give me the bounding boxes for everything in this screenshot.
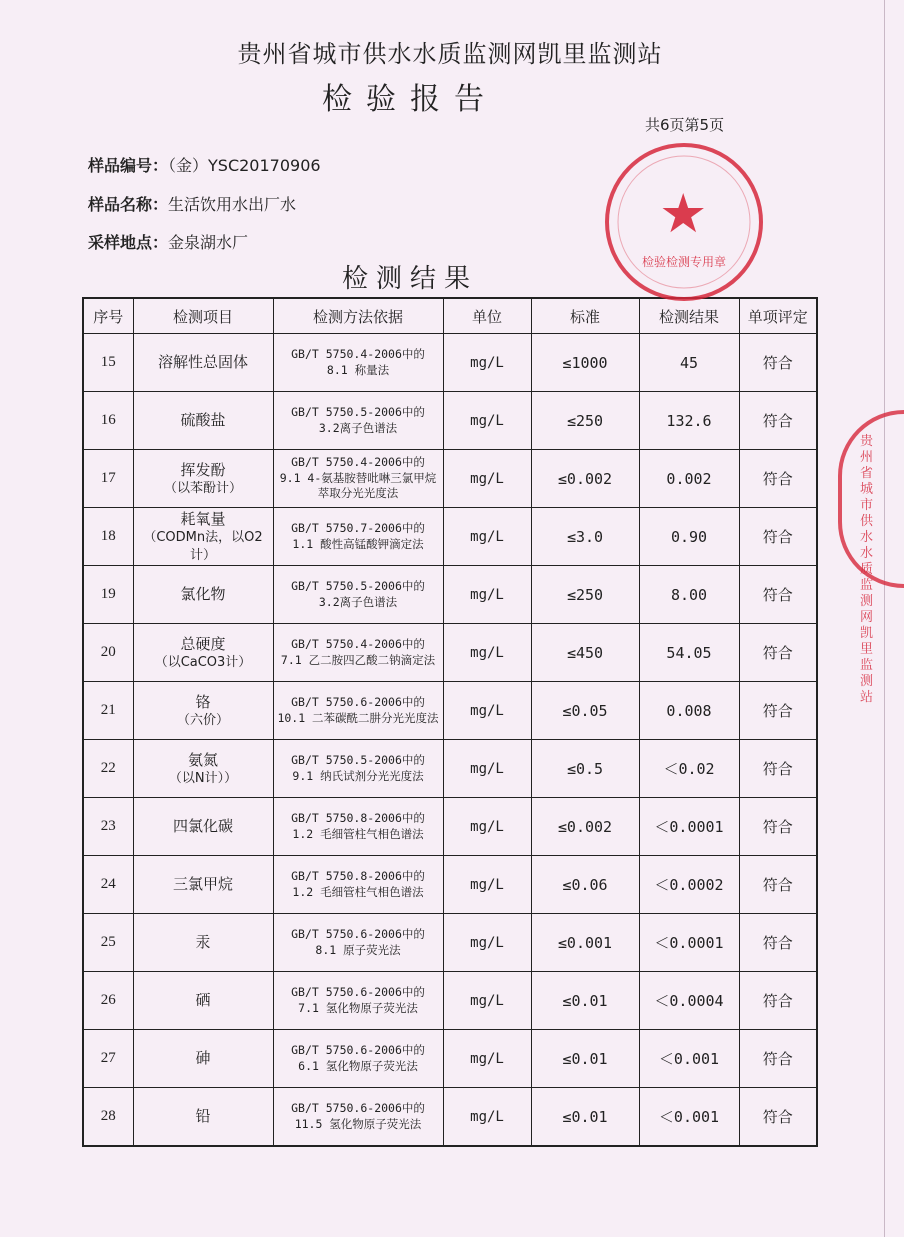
table-row (83, 392, 817, 450)
cell-standard: ≤0.05 (531, 682, 639, 740)
cell-seq: 21 (83, 682, 133, 740)
method-line-2: 1.1 酸性高锰酸钾滴定法 (292, 536, 424, 551)
cell-unit: mg/L (443, 740, 531, 798)
table-row (83, 798, 817, 856)
cell-result: 0.008 (639, 682, 739, 740)
cell-item (133, 624, 273, 682)
cell-item (133, 1088, 273, 1147)
cell-evaluation: 符合 (739, 972, 817, 1030)
header-standard: 标准 (531, 298, 639, 334)
seal-bottom-text: 检验检测专用章 (641, 255, 726, 269)
item-label: 硒 (195, 991, 211, 1010)
item-label: 溶解性总固体 (157, 353, 248, 372)
cell-result: ＜0.001 (639, 1088, 739, 1147)
cell-seq: 17 (83, 450, 133, 508)
cell-result: ＜0.0001 (639, 914, 739, 972)
cell-item (133, 856, 273, 914)
sample-name-value: 生活饮用水出厂水 (168, 195, 297, 214)
method-line-1: GB/T 5750.4-2006中的 (291, 455, 425, 470)
item-sub-label: （以CaCO3计） (154, 654, 252, 670)
item-label: 三氯甲烷 (172, 875, 233, 894)
method-line-1: GB/T 5750.5-2006中的 (291, 404, 425, 419)
cell-method (273, 334, 443, 392)
item-sub-label: （六价） (176, 712, 229, 728)
page-edge (884, 0, 885, 1237)
cell-method (273, 798, 443, 856)
item-label: 汞 (195, 933, 211, 952)
sample-number-value: （金）YSC20170906 (168, 156, 321, 175)
item-label: 氨氮 (187, 750, 218, 769)
cell-unit: mg/L (443, 914, 531, 972)
report-title: 检验报告 (322, 82, 498, 117)
method-line-1: GB/T 5750.6-2006中的 (291, 1042, 425, 1057)
sample-name-row (88, 192, 296, 215)
cell-item (133, 566, 273, 624)
sampling-location-label: 采样地点： (88, 233, 169, 252)
sample-name-label: 样品名称： (88, 195, 169, 214)
cell-method (273, 624, 443, 682)
cell-evaluation: 符合 (739, 682, 817, 740)
method-line-1: GB/T 5750.6-2006中的 (291, 926, 425, 941)
cell-unit: mg/L (443, 392, 531, 450)
method-line-2: 3.2离子色谱法 (318, 420, 398, 435)
method-line-2: 9.1 4-氨基胺替吡啉三氯甲烷萃取分光光度法 (279, 470, 437, 501)
seam-seal (838, 410, 904, 705)
cell-standard: ≤0.5 (531, 740, 639, 798)
method-line-2: 7.1 乙二胺四乙酸二钠滴定法 (280, 652, 436, 667)
item-label: 铬 (195, 692, 211, 711)
cell-evaluation: 符合 (739, 508, 817, 566)
cell-result: 54.05 (639, 624, 739, 682)
method-line-1: GB/T 5750.4-2006中的 (291, 346, 425, 361)
cell-evaluation: 符合 (739, 740, 817, 798)
sample-number-label: 样品编号： (88, 156, 169, 175)
cell-standard: ≤0.002 (531, 798, 639, 856)
header-result: 检测结果 (639, 298, 739, 334)
cell-unit: mg/L (443, 508, 531, 566)
method-line-1: GB/T 5750.5-2006中的 (291, 578, 425, 593)
item-label: 耗氧量 (180, 509, 226, 528)
table-body (83, 334, 817, 1147)
cell-unit: mg/L (443, 1030, 531, 1088)
cell-standard: ≤1000 (531, 334, 639, 392)
item-label: 氯化物 (180, 585, 226, 604)
cell-unit: mg/L (443, 624, 531, 682)
method-line-2: 8.1 原子荧光法 (315, 942, 401, 957)
method-line-1: GB/T 5750.6-2006中的 (291, 1100, 425, 1115)
cell-item (133, 334, 273, 392)
cell-seq: 24 (83, 856, 133, 914)
cell-standard: ≤0.001 (531, 914, 639, 972)
table-row (83, 1030, 817, 1088)
cell-method (273, 1088, 443, 1147)
method-line-2: 8.1 称量法 (326, 362, 390, 377)
cell-standard: ≤0.01 (531, 1088, 639, 1147)
cell-result: ＜0.0002 (639, 856, 739, 914)
cell-unit: mg/L (443, 972, 531, 1030)
cell-seq: 23 (83, 798, 133, 856)
item-label: 总硬度 (180, 634, 226, 653)
item-label: 砷 (195, 1049, 211, 1068)
cell-evaluation: 符合 (739, 1088, 817, 1147)
cell-item (133, 682, 273, 740)
method-line-1: GB/T 5750.8-2006中的 (291, 868, 425, 883)
method-line-1: GB/T 5750.5-2006中的 (291, 752, 425, 767)
cell-method (273, 1030, 443, 1088)
cell-method (273, 972, 443, 1030)
cell-standard: ≤0.01 (531, 1030, 639, 1088)
header-seq: 序号 (83, 298, 133, 334)
cell-standard: ≤3.0 (531, 508, 639, 566)
cell-standard: ≤250 (531, 392, 639, 450)
official-seal (605, 143, 763, 301)
item-sub-label: （以N计）） (168, 770, 238, 786)
cell-method (273, 682, 443, 740)
table-row (83, 682, 817, 740)
cell-item (133, 972, 273, 1030)
cell-unit: mg/L (443, 334, 531, 392)
results-table (82, 297, 818, 1147)
cell-result: 132.6 (639, 392, 739, 450)
item-sub-label: （以苯酚计） (163, 480, 242, 496)
cell-method (273, 450, 443, 508)
cell-seq: 15 (83, 334, 133, 392)
cell-seq: 27 (83, 1030, 133, 1088)
table-row (83, 508, 817, 566)
table-header-row (83, 298, 817, 334)
item-label: 硫酸盐 (180, 411, 226, 430)
cell-evaluation: 符合 (739, 1030, 817, 1088)
cell-standard: ≤0.002 (531, 450, 639, 508)
method-line-2: 7.1 氢化物原子荧光法 (298, 1000, 418, 1015)
cell-result: ＜0.0004 (639, 972, 739, 1030)
item-label: 四氯化碳 (172, 817, 233, 836)
method-line-1: GB/T 5750.8-2006中的 (291, 810, 425, 825)
table-row (83, 334, 817, 392)
cell-seq: 26 (83, 972, 133, 1030)
star-icon: ★ (659, 182, 708, 245)
cell-evaluation: 符合 (739, 334, 817, 392)
table-row (83, 972, 817, 1030)
header-item: 检测项目 (133, 298, 273, 334)
cell-item (133, 508, 273, 566)
cell-result: 0.002 (639, 450, 739, 508)
cell-unit: mg/L (443, 450, 531, 508)
cell-evaluation: 符合 (739, 566, 817, 624)
cell-item (133, 392, 273, 450)
cell-standard: ≤0.06 (531, 856, 639, 914)
method-line-2: 3.2离子色谱法 (318, 594, 398, 609)
cell-method (273, 740, 443, 798)
cell-result: 0.90 (639, 508, 739, 566)
item-label: 铅 (195, 1107, 211, 1126)
cell-unit: mg/L (443, 798, 531, 856)
table-row (83, 624, 817, 682)
cell-unit: mg/L (443, 856, 531, 914)
cell-unit: mg/L (443, 1088, 531, 1147)
sampling-location-value: 金泉湖水厂 (168, 233, 249, 252)
method-line-2: 11.5 氢化物原子荧光法 (294, 1116, 422, 1131)
method-line-2: 1.2 毛细管柱气相色谱法 (292, 826, 424, 841)
method-line-2: 1.2 毛细管柱气相色谱法 (292, 884, 424, 899)
cell-unit: mg/L (443, 566, 531, 624)
cell-unit: mg/L (443, 682, 531, 740)
cell-standard: ≤450 (531, 624, 639, 682)
organization-title: 贵州省城市供水水质监测网凯里监测站 (237, 40, 663, 68)
cell-method (273, 914, 443, 972)
cell-result: 8.00 (639, 566, 739, 624)
cell-item (133, 450, 273, 508)
cell-method (273, 508, 443, 566)
header-method: 检测方法依据 (273, 298, 443, 334)
cell-seq: 18 (83, 508, 133, 566)
cell-item (133, 798, 273, 856)
table-row (83, 1088, 817, 1147)
item-label: 挥发酚 (180, 460, 226, 479)
seam-seal-text: 贵州省城市供水水质监测网凯里监测站 (860, 434, 874, 705)
cell-seq: 19 (83, 566, 133, 624)
method-line-2: 10.1 二苯碳酰二肼分光光度法 (277, 710, 439, 725)
table-row (83, 450, 817, 508)
cell-method (273, 392, 443, 450)
cell-method (273, 566, 443, 624)
table-row (83, 856, 817, 914)
cell-item (133, 740, 273, 798)
cell-result: ＜0.001 (639, 1030, 739, 1088)
cell-seq: 16 (83, 392, 133, 450)
cell-item (133, 1030, 273, 1088)
sampling-location-row (88, 230, 248, 253)
cell-item (133, 914, 273, 972)
method-line-1: GB/T 5750.4-2006中的 (291, 636, 425, 651)
cell-method (273, 856, 443, 914)
item-sub-label: （CODMn法，以O2计） (143, 530, 263, 563)
cell-result: ＜0.0001 (639, 798, 739, 856)
cell-evaluation: 符合 (739, 914, 817, 972)
method-line-1: GB/T 5750.7-2006中的 (291, 520, 425, 535)
header-evaluation: 单项评定 (739, 298, 817, 334)
table-row (83, 740, 817, 798)
cell-evaluation: 符合 (739, 856, 817, 914)
header-unit: 单位 (443, 298, 531, 334)
method-line-1: GB/T 5750.6-2006中的 (291, 694, 425, 709)
cell-seq: 28 (83, 1088, 133, 1147)
results-title: 检测结果 (341, 264, 478, 294)
cell-evaluation: 符合 (739, 392, 817, 450)
table-row (83, 566, 817, 624)
table-row (83, 914, 817, 972)
cell-result: ＜0.02 (639, 740, 739, 798)
cell-evaluation: 符合 (739, 450, 817, 508)
cell-seq: 22 (83, 740, 133, 798)
cell-evaluation: 符合 (739, 798, 817, 856)
cell-standard: ≤0.01 (531, 972, 639, 1030)
cell-evaluation: 符合 (739, 624, 817, 682)
page-count: 共6页第5页 (645, 116, 725, 134)
cell-standard: ≤250 (531, 566, 639, 624)
cell-seq: 25 (83, 914, 133, 972)
method-line-1: GB/T 5750.6-2006中的 (291, 984, 425, 999)
cell-result: 45 (639, 334, 739, 392)
method-line-2: 9.1 纳氏试剂分光光度法 (292, 768, 424, 783)
sample-number-row (88, 153, 321, 176)
method-line-2: 6.1 氢化物原子荧光法 (298, 1058, 418, 1073)
cell-seq: 20 (83, 624, 133, 682)
